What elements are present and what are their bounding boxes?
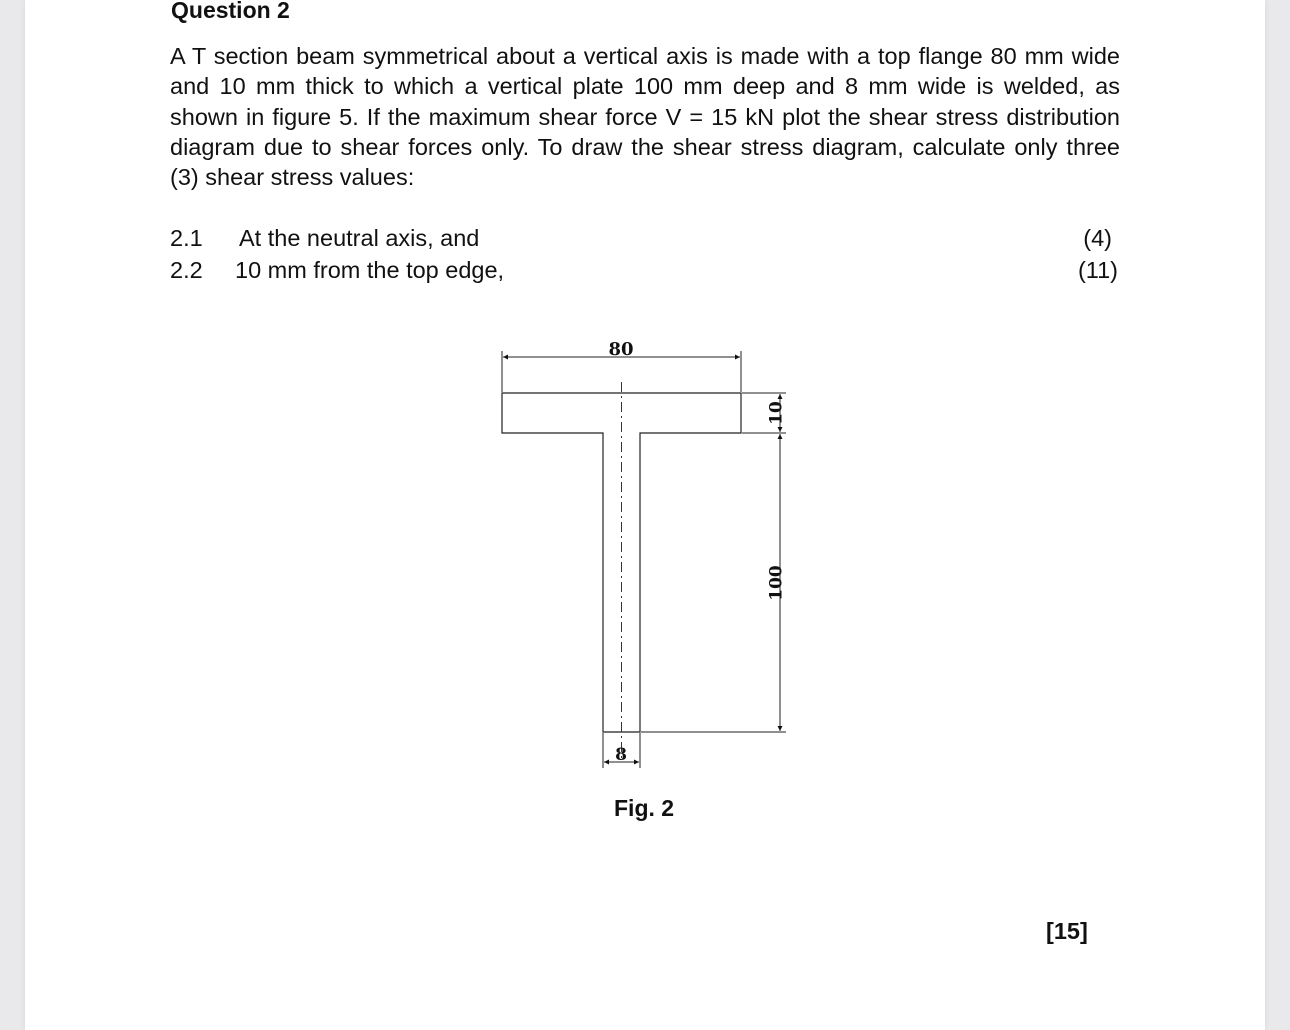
question-title: Question 2 [171,0,290,23]
dimension-label-8: 8 [615,745,627,765]
subquestion-text: At the neutral axis, and [239,225,480,251]
subquestion-number: 2.2 [170,257,203,283]
question-body: A T section beam symmetrical about a vertical axis is made with a top flange 80 mm wide and 10 mm thick to which a vertical plate 100 mm deep and 8 mm wide is welded, as shown in figure 5. If the maximum shear force V = 15 kN plot the shear stress distribution diagram due to shear forces only. To draw the shear stress diagram, calculate only three (3) shear stress values: [170,43,1120,191]
subquestion-text: 10 mm from the top edge, [235,257,505,283]
subquestion-marks: (11) [1077,257,1118,283]
subquestion-2-1 [170,223,1118,253]
subquestion-number: 2.1 [170,225,203,251]
figure-caption: Fig. 2 [614,795,675,821]
dimension-label-10: 10 [766,401,787,425]
dimension-label-100: 100 [766,565,787,601]
subquestion-marks: (4) [1083,225,1112,251]
subquestion-2-2 [170,255,1118,285]
document-page [25,0,1265,1030]
total-marks: [15] [1046,918,1088,944]
dimension-label-80: 80 [608,339,634,360]
